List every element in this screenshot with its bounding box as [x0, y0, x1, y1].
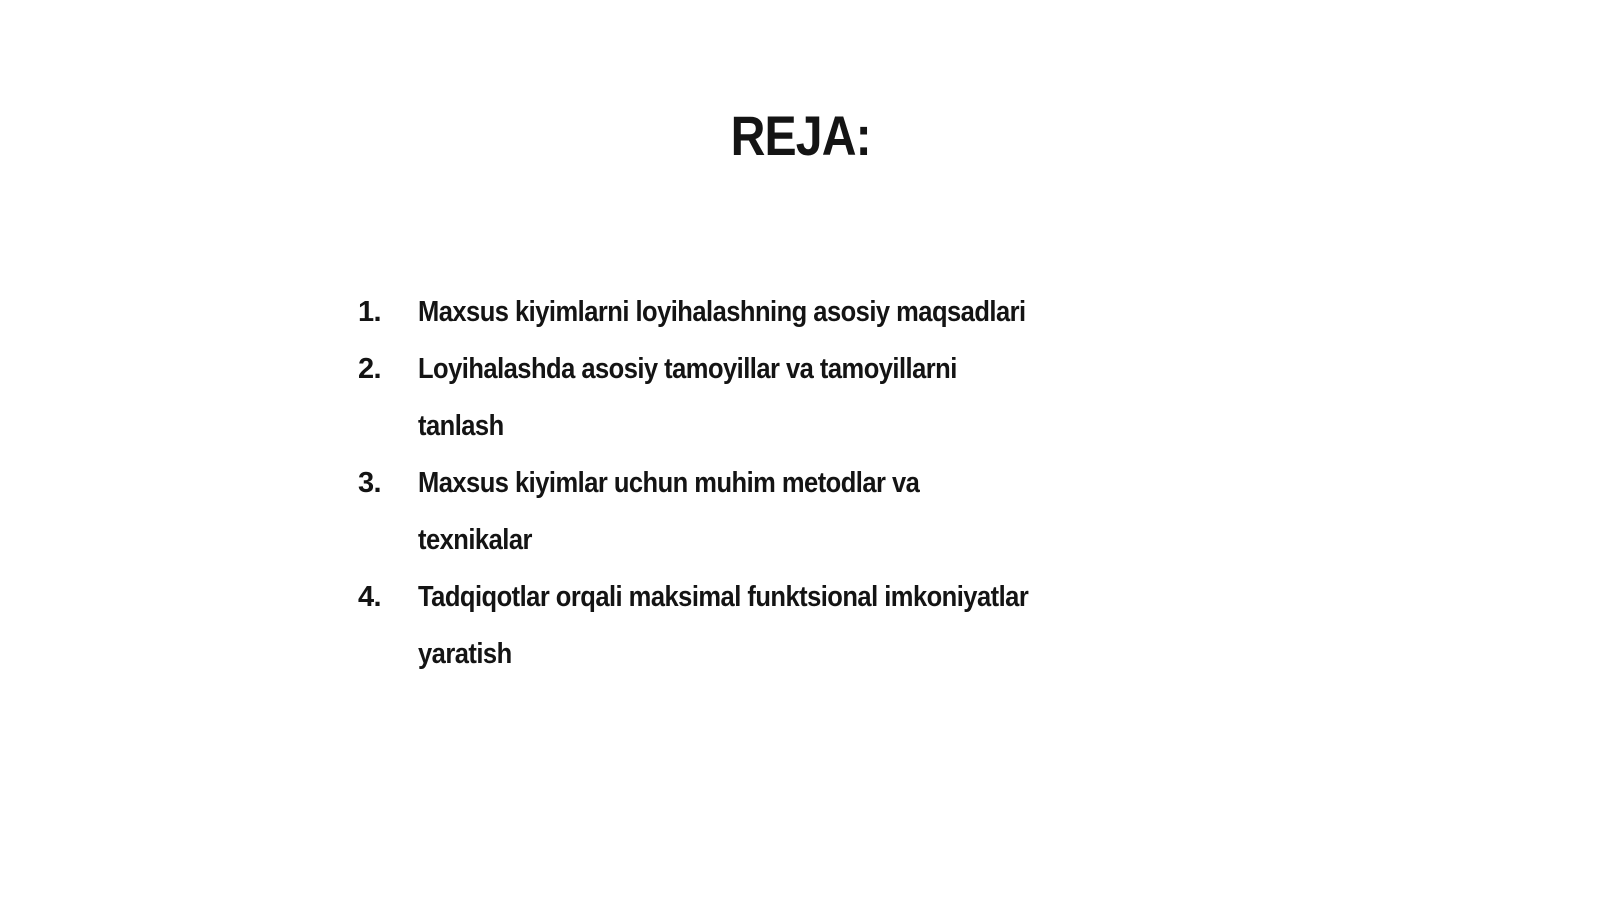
item-text: Loyihalashda asosiy tamoyillar va tamoyillarni tanlash [418, 353, 957, 442]
item-text: Tadqiqotlar orqali maksimal funktsional imkoniyatlar yaratish [418, 581, 1029, 670]
item-number: 4. [358, 581, 381, 613]
plan-list-item [358, 569, 1118, 683]
item-text: Maxsus kiyimlarni loyihalashning asosiy maqsadlari [418, 296, 1026, 328]
plan-list-item [358, 455, 1118, 569]
item-number: 2. [358, 353, 381, 385]
slide-title: REJA: [730, 104, 871, 167]
item-text: Maxsus kiyimlar uchun muhim metodlar va texnikalar [418, 467, 920, 556]
plan-list [358, 284, 1118, 683]
item-number: 3. [358, 467, 381, 499]
plan-list-item [358, 341, 1118, 455]
item-number: 1. [358, 296, 381, 328]
plan-list-item [358, 284, 1118, 341]
